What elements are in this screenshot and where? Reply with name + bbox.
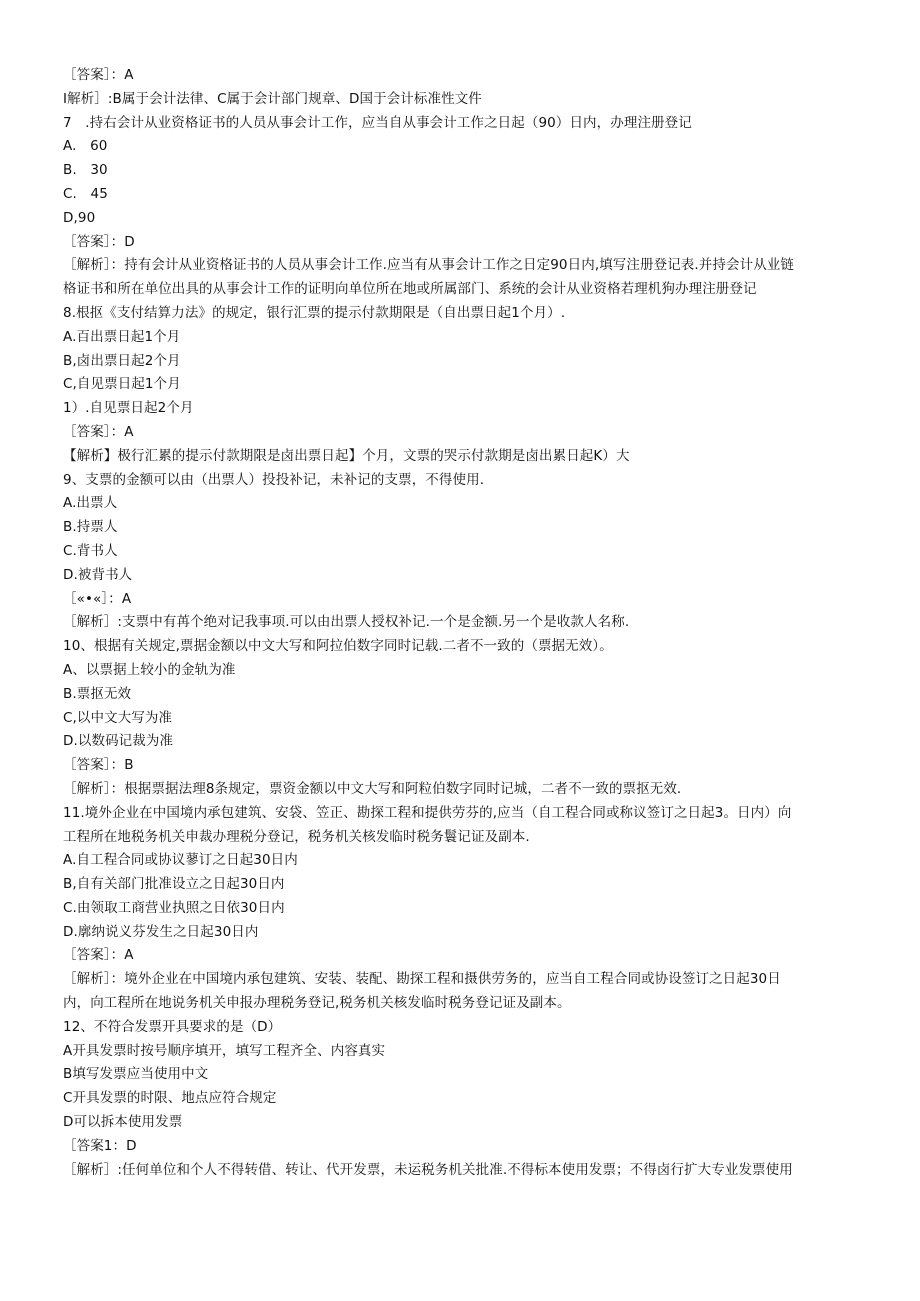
text-line: D.廓纳说义芬发生之日起30日内: [63, 923, 259, 940]
text-line: D.以数码记裁为准: [63, 733, 174, 750]
text-line: D可以拆本使用发票: [63, 1114, 183, 1131]
text-line: ［答案1：D: [63, 1137, 137, 1154]
text-line: ［解析］:支票中有苒个绝对记我事项.可以由出票人授权补记.一个是金额.另一个是收款人名称.: [63, 614, 630, 631]
text-line: ［«•«］：A: [63, 590, 132, 607]
text-line: 1）.自见票日起2个月: [63, 400, 194, 417]
text-line: A、以票据上较小的金轨为准: [63, 661, 236, 678]
text-line: C开具发票的时限、地点应符合规定: [63, 1090, 277, 1107]
text-line: B.票抠无效: [63, 685, 132, 702]
text-line: D.被背书人: [63, 566, 133, 583]
text-line: ［解析］：持有会计从业资格证书的人员从事会计工作.应当有从事会计工作之日定90日内,填写注册登记表.并持会计从业链: [63, 257, 794, 274]
text-line: ［答案］：A: [63, 947, 134, 964]
text-line: B.持票人: [63, 519, 118, 536]
text-line: A.自工程合同或协议蓼订之日起30日内: [63, 852, 298, 869]
text-line: C.由领取工商营业执照之日依30日内: [63, 899, 285, 916]
text-line: C,以中文大写为准: [63, 709, 173, 726]
text-line: B,自有关部门批准设立之日起30日内: [63, 876, 285, 893]
text-line: C.背书人: [63, 542, 118, 559]
text-line: C. 45: [63, 185, 108, 202]
text-line: 格证书和所在单位出具的从事会计工作的证明向单位所在地或所属部门、系统的会计从业资格若理机狗办理注册登记: [63, 281, 757, 298]
text-line: A.出票人: [63, 495, 118, 512]
text-line: B. 30: [63, 162, 108, 179]
document-body: [63, 64, 863, 1182]
text-line: 工程所在地税务机关申裁办理税分登记，税务机关核发临时税务鬟记证及副本.: [63, 828, 530, 845]
text-line: B,卤出票日起2个月: [63, 352, 181, 369]
text-line: 9、支票的金额可以由（出票人）投投补记，未补记的支票，不得使用.: [63, 471, 485, 488]
text-line: 11.境外企业在中国境内承包建筑、安袋、笠正、勘探工程和提供劳芬的,应当（自工程合同或称议签订之日起3。日内）向: [63, 804, 792, 821]
text-line: ［答案］：A: [63, 423, 134, 440]
text-line: 【解析】极行汇累的提示付款期限是卤出票日起】个月，文票的哭示付款期是卤出累日起K）大: [63, 447, 630, 464]
text-line: ［答案］：B: [63, 757, 134, 774]
text-line: A开具发票时按号顺序填开，填写工程齐全、内容真实: [63, 1042, 386, 1059]
text-line: 内，向工程所在地说务机关申报办理税务登记,税务机关核发临时税务登记证及副本。: [63, 995, 571, 1012]
text-line: 10、根据有关规定,票据金额以中文大写和阿拉伯数字同时记载.二者不一致的（票据无效）。: [63, 638, 613, 655]
text-line: ［解析］：根据票据法理8条规定，票资金额以中文大写和阿粒伯数字同时记城，二者不一致的票抠无效.: [63, 780, 682, 797]
text-line: ［解析］:任何单位和个人不得转借、转让、代开发票，未运税务机关批准.不得标本使用发票；不得卤行扩大专业发票使用: [63, 1161, 793, 1178]
text-line: ［解析］：境外企业在中国境内承包建筑、安装、装配、勘探工程和摄供劳务的，应当自工程合同或协设签订之日起30日: [63, 971, 781, 988]
text-line: I解析］:B属于会计法律、C属于会计部门规章、D国于会计标准性文件: [63, 90, 482, 107]
text-line: A. 60: [63, 138, 108, 155]
text-line: A.百出票日起1个月: [63, 328, 181, 345]
text-line: C,自见票日起1个月: [63, 376, 181, 393]
text-line: D,90: [63, 209, 96, 226]
text-line: 7 .持右会计从业资格证书的人员从事会计工作，应当自从事会计工作之日起（90）日内，办理注册登记: [63, 114, 692, 131]
text-line: ［答案］：D: [63, 233, 135, 250]
text-line: 8.根抠《支付结算力法》的规定，银行汇票的提示付款期限是（自出票日起1个月）.: [63, 304, 566, 321]
text-line: B填写发票应当使用中文: [63, 1066, 209, 1083]
text-line: ［答案］：A: [63, 67, 134, 83]
text-line: 12、不符合发票开具要求的是（D）: [63, 1018, 282, 1035]
